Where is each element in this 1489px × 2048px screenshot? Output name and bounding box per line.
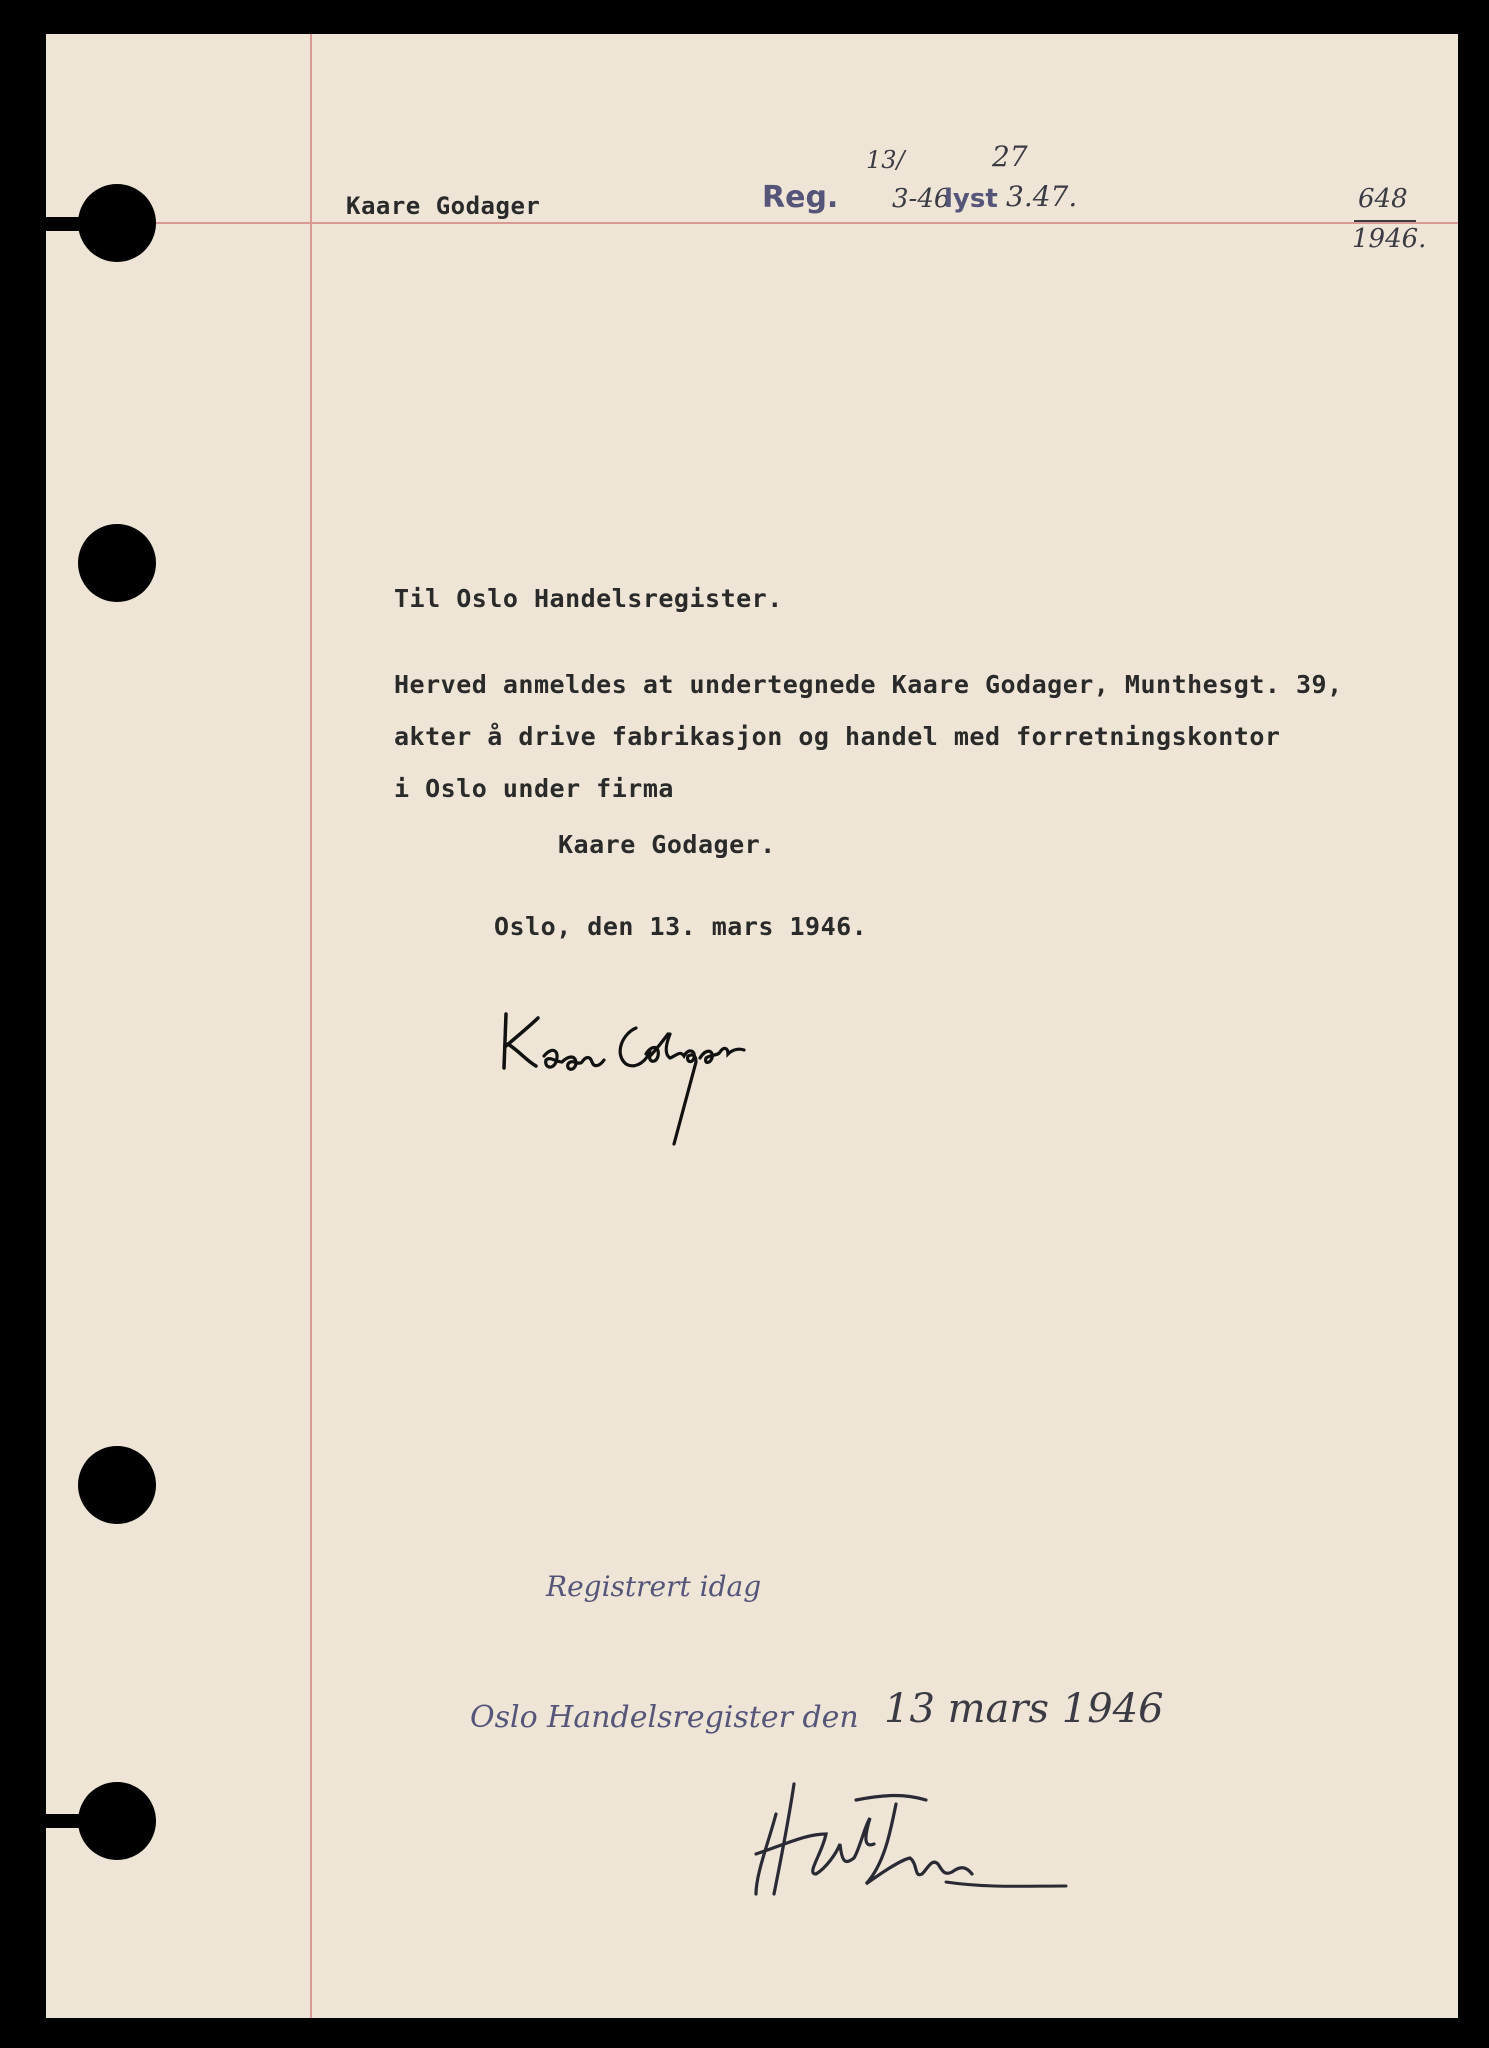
applicant-signature [486, 994, 806, 1154]
registry-date-line: Oslo Handelsregister den [470, 1700, 859, 1735]
registered-stamp: Registrert idag [546, 1570, 762, 1603]
punch-hole [78, 184, 156, 262]
addressee: Til Oslo Handelsregister. [394, 584, 783, 613]
lyst-stamp-label: lyst [944, 184, 998, 214]
body-line-1: Herved anmeldes at undertegnede Kaare Godager, Munthesgt. 39, [394, 670, 1343, 699]
header-name: Kaare Godager [346, 192, 541, 220]
binder-notch [46, 217, 86, 231]
margin-rule-vertical [310, 34, 312, 2018]
file-number: 648 [1358, 184, 1408, 214]
file-year: 1946. [1352, 224, 1427, 254]
lyst-day-handwritten: 27 [992, 140, 1028, 173]
reg-stamp-label: Reg. [762, 180, 839, 215]
reg-date-handwritten: 3-46 [892, 184, 951, 214]
body-line-2: akter å drive fabrikasjon og handel med forretningskontor [394, 722, 1281, 751]
registry-date-handwritten: 13 mars 1946 [884, 1686, 1164, 1732]
registrar-signature [706, 1754, 1106, 1914]
lyst-date-handwritten: 3.47. [1006, 180, 1078, 213]
margin-rule-horizontal [46, 222, 1458, 224]
file-fraction-line [1354, 220, 1416, 222]
punch-hole [78, 1446, 156, 1524]
punch-hole [78, 524, 156, 602]
place-date: Oslo, den 13. mars 1946. [494, 912, 868, 941]
punch-hole [78, 1782, 156, 1860]
document-page [46, 34, 1458, 2018]
reg-day-handwritten: 13/ [866, 146, 905, 174]
body-line-3: i Oslo under firma [394, 774, 674, 803]
binder-notch [46, 1814, 86, 1828]
firm-name: Kaare Godager. [558, 830, 776, 859]
